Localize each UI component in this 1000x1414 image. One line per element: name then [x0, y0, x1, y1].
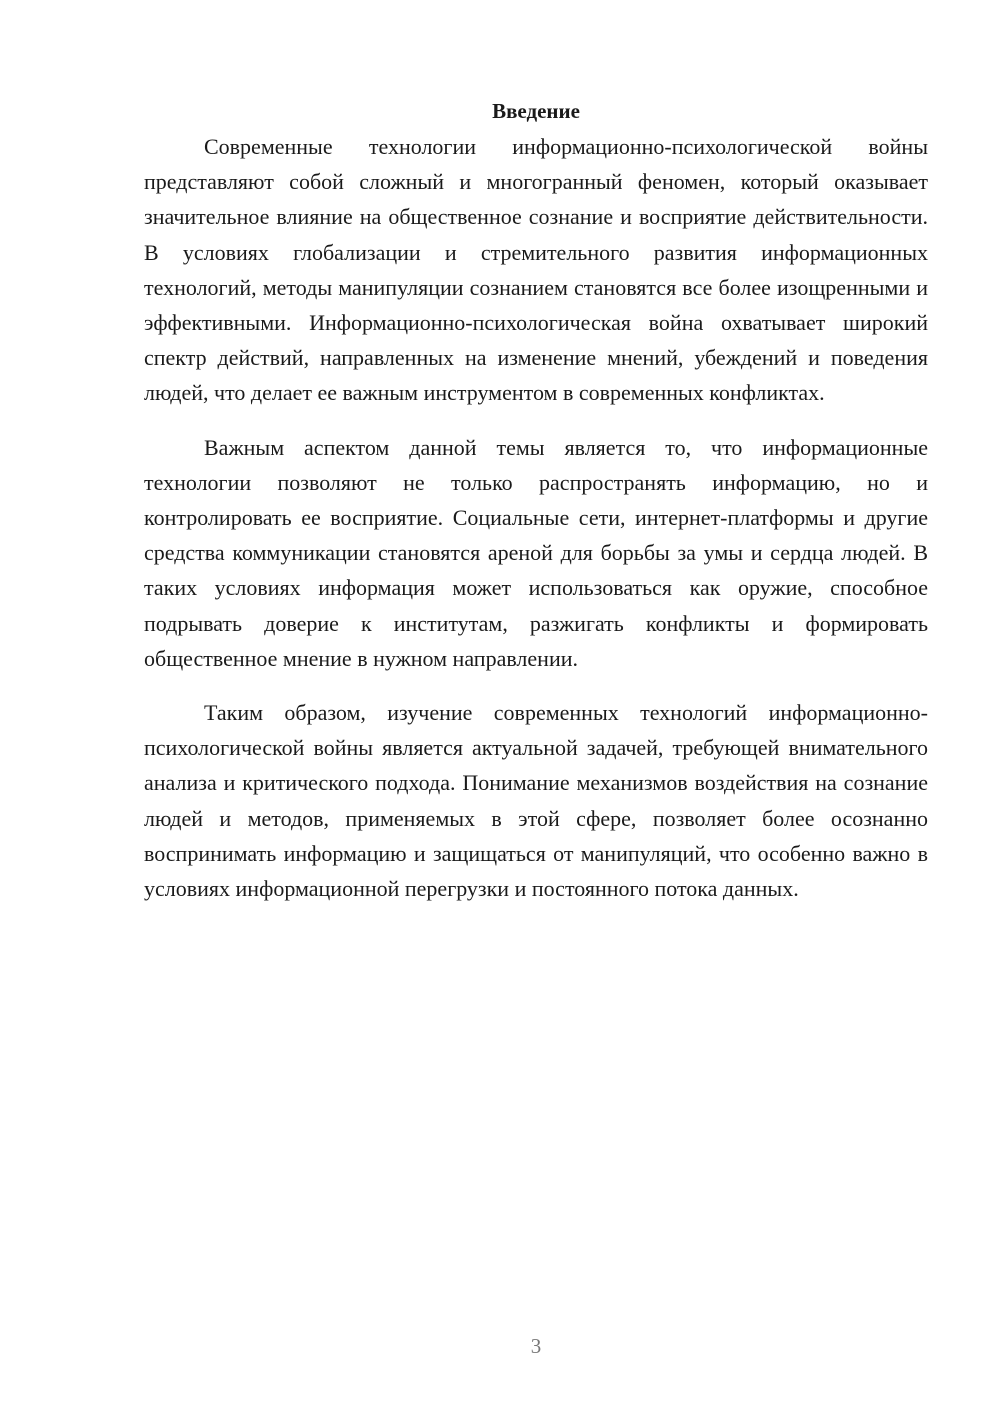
page-content	[144, 94, 928, 906]
paragraph-3: Таким образом, изучение современных технологий информационно-психологической войны является актуальной задачей, требующей внимательного анализа и критического подхода. Понимание механизмов воздействия на сознание людей и методов, применяемых в этой сфере, позволяет более осознанно воспринимать информацию и защищаться от манипуляций, что особенно важно в условиях информационной перегрузки и постоянного потока данных.	[144, 700, 928, 902]
section-heading: Введение	[492, 99, 580, 123]
paragraph-1: Современные технологии информационно-психологической войны представляют собой сложный и многогранный феномен, который оказывает значительное влияние на общественное сознание и восприятие действительности. В условиях глобализации и стремительного развития информационных технологий, методы манипуляции сознанием становятся все более изощренными и эффективными. Информационно-психологическая война охватывает широкий спектр действий, направленных на изменение мнений, убеждений и поведения людей, что делает ее важным инструментом в современных конфликтах.	[144, 134, 928, 406]
paragraph-2: Важным аспектом данной темы является то, что информационные технологии позволяют не только распространять информацию, но и контролировать ее восприятие. Социальные сети, интернет-платформы и другие средства коммуникации становятся ареной для борьбы за умы и сердца людей. В таких условиях информация может использоваться как оружие, способное подрывать доверие к институтам, разжигать конфликты и формировать общественное мнение в нужном направлении.	[144, 434, 928, 671]
page-number: 3	[530, 1334, 542, 1358]
